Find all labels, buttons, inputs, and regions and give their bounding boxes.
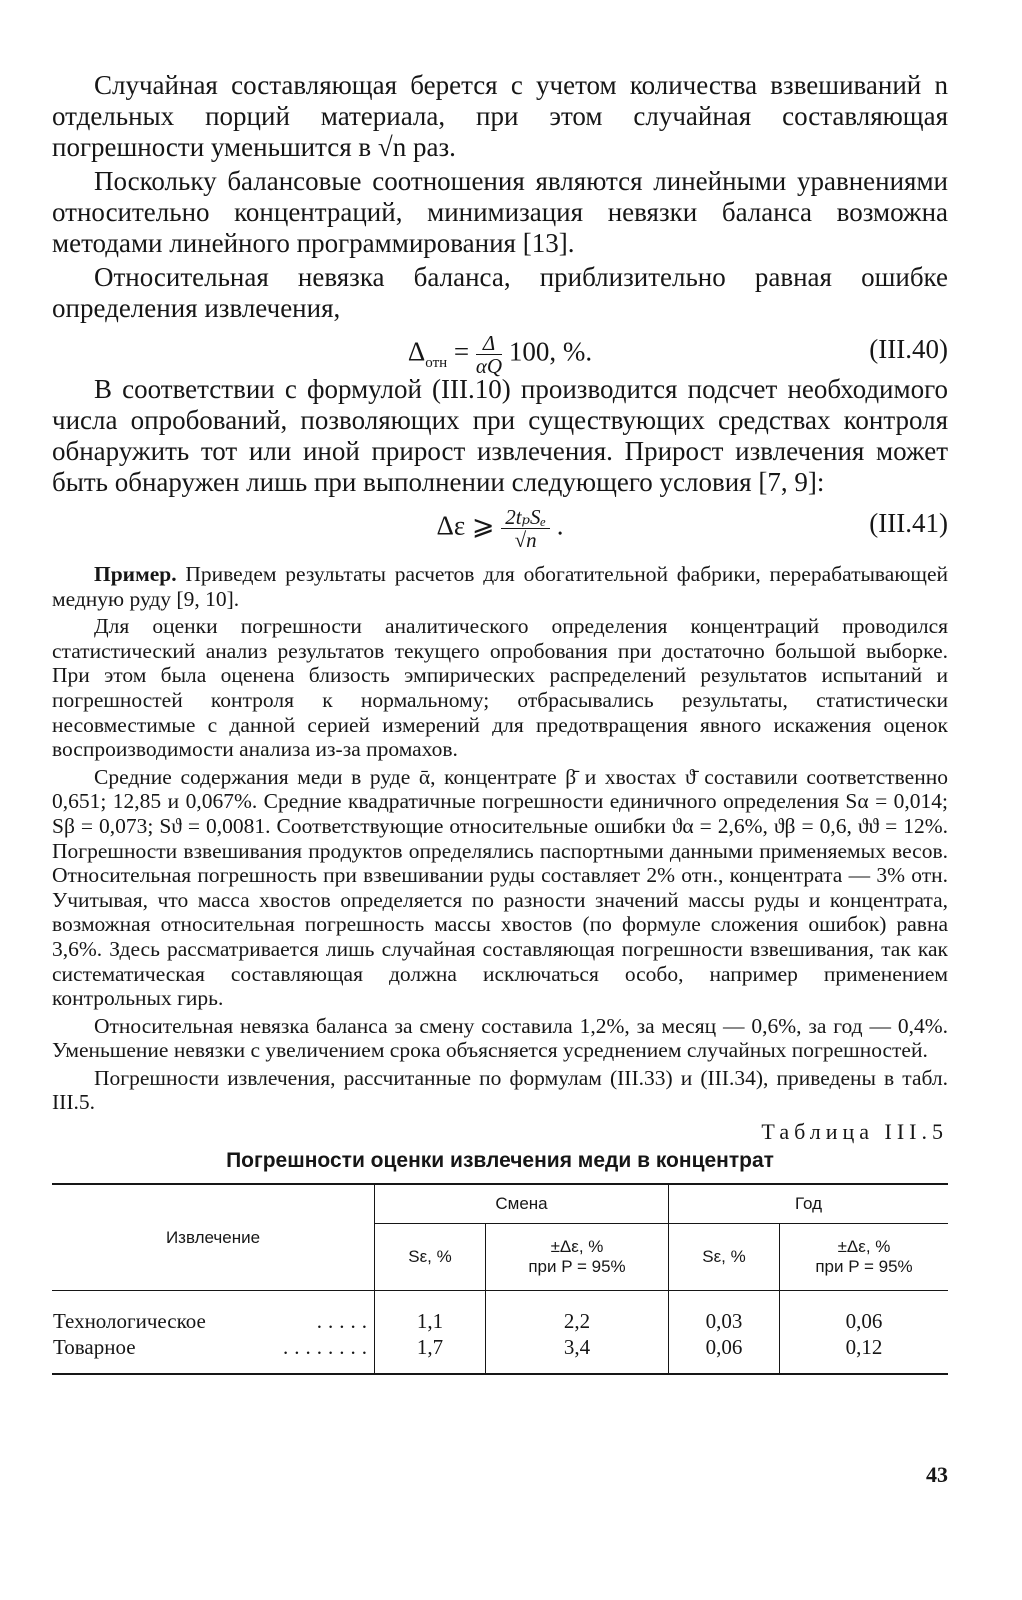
formula-40-denominator: αQ xyxy=(475,354,503,378)
cell-year-s: 0,06 xyxy=(669,1334,780,1374)
formula-41-numerator: 2tₚSₑ xyxy=(501,506,550,529)
cell-year-delta: 0,12 xyxy=(780,1334,949,1374)
row-name-cell xyxy=(52,1334,375,1374)
table-row xyxy=(52,1334,948,1374)
page-number: 43 xyxy=(926,1462,948,1487)
formula-41-fraction xyxy=(501,506,550,551)
formula-40-rel: = xyxy=(447,336,476,367)
table-row xyxy=(52,1291,948,1335)
page-content xyxy=(52,70,948,1375)
row-name: Технологическое xyxy=(53,1309,206,1334)
cell-shift-s: 1,7 xyxy=(375,1334,486,1374)
table-caption: Таблица III.5 xyxy=(761,1119,948,1145)
formula-41-denominator: √n xyxy=(514,528,537,552)
example-paragraph-4: Относительная невязка баланса за смену составила 1,2%, за месяц — 0,6%, за год — 0,4%. Уменьшение невязки с увеличением срока объясняется усреднением случайных погрешностей. xyxy=(52,1013,948,1063)
cell-year-delta: 0,06 xyxy=(780,1291,949,1335)
cell-shift-delta: 2,2 xyxy=(486,1291,669,1335)
row-name: Товарное xyxy=(53,1335,136,1360)
row-name-cell xyxy=(52,1291,375,1335)
header-shift-delta-1: ±Δε, % xyxy=(550,1237,604,1257)
header-year-s: Sε, % xyxy=(669,1224,780,1291)
example-text-1: Приведем результаты расчетов для обогатительной фабрики, перерабатывающей медную руду [9, 10]. xyxy=(52,562,948,611)
example-paragraph-2: Для оценки погрешности аналитического определения концентраций проводился статистический анализ результатов текущего опробования при достаточно большой выборке. При этом была оценена близость эмпирических распределений результатов испытаний и погрешностей контроля к нормальному; отбрасывались результаты, статистически несовместимые с данной серией измерений для предотвращения явного искажения оценок воспроизводимости анализа из-за промахов. xyxy=(52,614,948,762)
formula-40-rest: 100, %. xyxy=(502,336,593,367)
header-extraction: Извлечение xyxy=(52,1184,375,1291)
paragraph-2: Поскольку балансовые соотношения являются линейными уравнениями относительно концентраций, минимизация невязки баланса возможна методами линейного программирования [13]. xyxy=(52,166,948,258)
cell-year-s: 0,03 xyxy=(669,1291,780,1335)
formula-iii-41 xyxy=(52,498,948,552)
header-shift: Смена xyxy=(375,1184,669,1224)
formula-41-number: (III.41) xyxy=(869,508,948,538)
formula-iii-40 xyxy=(52,324,948,378)
formula-40-lhs: Δ xyxy=(407,336,426,367)
header-year: Год xyxy=(669,1184,949,1224)
paragraph-3: Относительная невязка баланса, приблизительно равная ошибке определения извлечения, xyxy=(52,262,948,323)
row-dots: ........ xyxy=(283,1335,373,1360)
row-dots: ..... xyxy=(316,1309,373,1334)
formula-41-lhs: Δε ⩾ xyxy=(436,510,502,541)
example-label: Пример. xyxy=(94,562,177,586)
header-shift-delta xyxy=(486,1224,669,1291)
formula-40-lhs-sub: отн xyxy=(425,355,448,372)
example-paragraph-1 xyxy=(52,562,948,611)
header-year-delta-1: ±Δε, % xyxy=(837,1237,891,1257)
formula-40-numerator: Δ xyxy=(476,332,502,355)
header-shift-s: Sε, % xyxy=(375,1224,486,1291)
formula-41-rest: . xyxy=(550,510,564,541)
example-paragraph-5: Погрешности извлечения, рассчитанные по формулам (III.33) и (III.34), приведены в табл. III.5. xyxy=(52,1065,948,1115)
formula-40-number: (III.40) xyxy=(869,334,948,364)
example-paragraph-3: Средние содержания меди в руде ᾱ, концентрате β̄ и хвостах ϑ̄ составили соответственно 0,651; 12,85 и 0,067%. Средние квадратичные погрешности единичного определения Sα = 0,014; Sβ = 0,073; Sϑ = 0,0081. Соответствующие относительные ошибки ϑα = 2,6%, ϑβ = 0,6, ϑϑ = 12%. Погрешности взвешивания продуктов определялись паспортными данными применяемых весов. Относительная погрешность при взвешивании руды составляет 2% отн., концентрата — 3% отн. Учитывая, что масса хвостов определяется по разности значений массы руды и концентрата, возможная относительная погрешность массы хвостов (по формуле сложения ошибок) равна 3,6%. Здесь рассматривается лишь случайная составляющая погрешности взвешивания, так как систематическая составляющая должна исключаться особо, например применением контрольных гирь. xyxy=(52,764,948,1011)
table-title: Погрешности оценки извлечения меди в концентрат xyxy=(226,1149,774,1173)
cell-shift-s: 1,1 xyxy=(375,1291,486,1335)
cell-shift-delta: 3,4 xyxy=(486,1334,669,1374)
errors-table xyxy=(52,1183,948,1375)
paragraph-4: В соответствии с формулой (III.10) производится подсчет необходимого числа опробований, позволяющих при существующих средствах контроля обнаружить тот или иной прирост извлечения. Прирост извлечения может быть обнаружен лишь при выполнении следующего условия [7, 9]: xyxy=(52,374,948,497)
formula-40-fraction xyxy=(476,332,502,377)
paragraph-1: Случайная составляющая берется с учетом количества взвешиваний n отдельных порций материала, при этом случайная составляющая погрешности уменьшится в √n раз. xyxy=(52,70,948,162)
header-shift-delta-2: при P = 95% xyxy=(528,1257,626,1277)
header-year-delta xyxy=(780,1224,949,1291)
header-year-delta-2: при P = 95% xyxy=(815,1257,913,1277)
